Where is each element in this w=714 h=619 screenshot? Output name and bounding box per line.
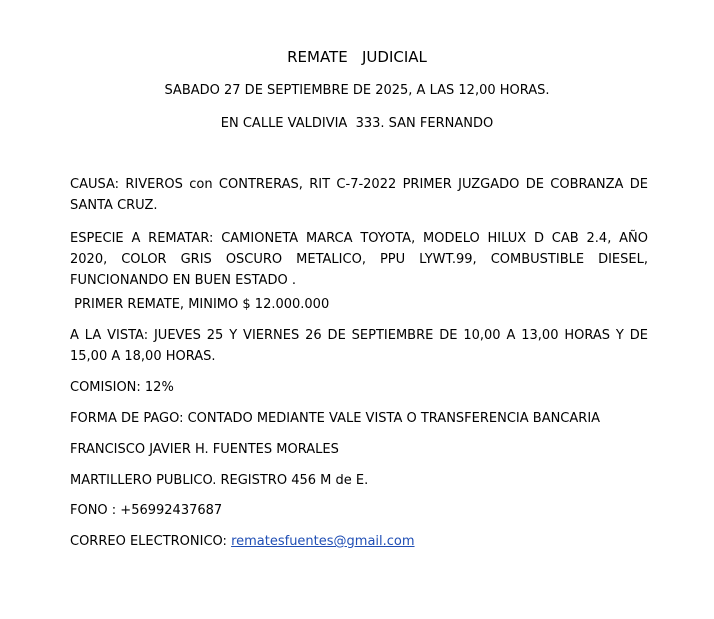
page-title: REMATE JUDICIAL	[287, 48, 427, 66]
auctioneer-name-line: FRANCISCO JAVIER H. FUENTES MORALES	[70, 442, 339, 457]
especie-paragraph: ESPECIE A REMATAR: CAMIONETA MARCA TOYOTA, MODELO HILUX D CAB 2.4, AÑO 2020, COLOR GRIS OSCURO METALICO, PPU LYWT.99, COMBUSTIBLE DIESEL, FUNCIONANDO EN BUEN ESTADO .	[70, 231, 648, 288]
minimum-bid-line: PRIMER REMATE, MINIMO $ 12.000.000	[70, 297, 330, 312]
auction-address: EN CALLE VALDIVIA 333. SAN FERNANDO	[220, 116, 494, 131]
causa-paragraph: CAUSA: RIVEROS con CONTRERAS, RIT C-7-2022 PRIMER JUZGADO DE COBRANZA DE SANTA CRUZ.	[70, 177, 648, 213]
viewing-hours-paragraph: A LA VISTA: JUEVES 25 Y VIERNES 26 DE SEPTIEMBRE DE 10,00 A 13,00 HORAS Y DE 15,00 A 18,00 HORAS.	[70, 328, 648, 364]
email-label: CORREO ELECTRONICO:	[70, 534, 232, 549]
auction-date: SABADO 27 DE SEPTIEMBRE DE 2025, A LAS 12,00 HORAS.	[164, 83, 550, 98]
auctioneer-registry-line: MARTILLERO PUBLICO. REGISTRO 456 M de E.	[70, 473, 369, 488]
payment-method-line: FORMA DE PAGO: CONTADO MEDIANTE VALE VISTA O TRANSFERENCIA BANCARIA	[70, 411, 601, 426]
email-link[interactable]: rematesfuentes@gmail.com	[231, 534, 415, 549]
commission-line: COMISION: 12%	[70, 380, 174, 395]
email-line	[70, 531, 648, 552]
phone-line: FONO : +56992437687	[70, 503, 223, 518]
